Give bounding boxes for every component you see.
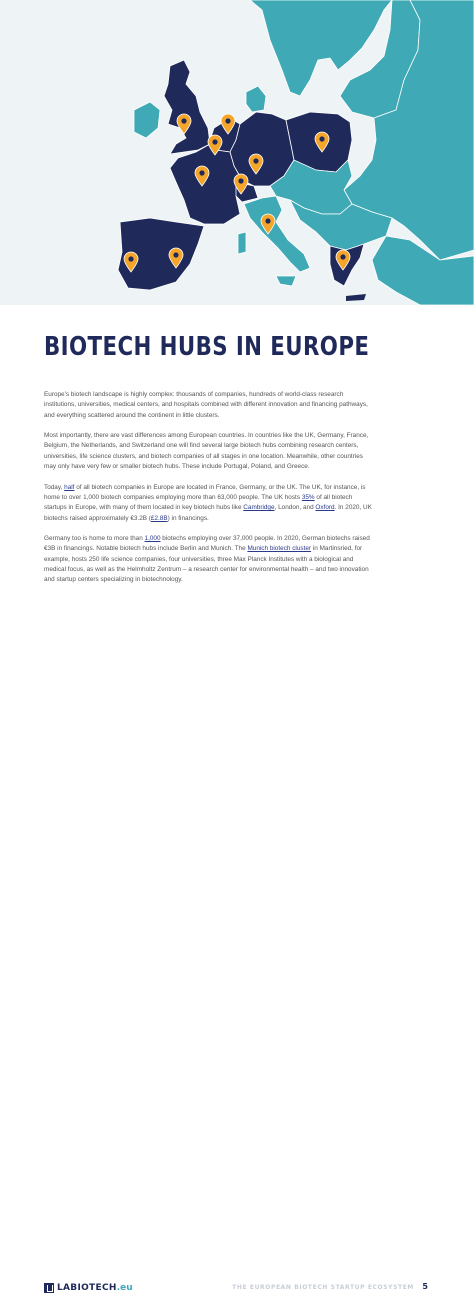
paragraph-text: Today, [44,483,65,491]
labiotech-logo-icon [44,1283,54,1293]
paragraph-text: Europe's biotech landscape is highly complex: thousands of companies, hundreds of world-class research institutions, universities, medical centers, and hospitals combined with different innovation and financing pathways, and everything scattered around the continent in little clusters. [44,391,368,419]
inline-link[interactable]: 1,000 [144,535,161,543]
page-title: BIOTECH HUBS IN EUROPE [44,332,370,362]
body-paragraph [44,534,374,585]
inline-link[interactable]: Oxford [315,504,335,512]
paragraph-text: . In 2020, UK biotechs raised approximately €3.2B ( [44,504,372,522]
page-number: 5 [422,1282,428,1291]
logo-text: LABIOTECH [57,1283,117,1293]
body-paragraph [44,431,374,472]
inline-link[interactable]: 35% [301,493,315,501]
paragraph-text: biotechs employing over 37,000 people. In 2020, German biotechs raised €3B in financings. Notable biotech hubs include Berlin and Munich. The [44,535,370,553]
inline-link[interactable]: half [64,483,75,491]
paragraph-text: in Martinsried, for example, hosts 250 life science companies, four universities, three Max Planck Institutes with a biological and medical focus, as well as the Helmholtz Zentrum – a research center for environmental health – and two innovation and startup centers specializing in biotechnology. [44,545,369,584]
footer [0,636,474,1293]
paragraph-text: of all biotech companies in Europe are located in France, Germany, or the UK. The UK, for instance, is home to over 1,000 biotech companies employing more than 63,000 people. The UK hosts [44,483,366,501]
paragraph-text: Germany too is home to more than [44,535,145,543]
paragraph-text: ) in financings. [167,514,209,522]
publication-title: THE EUROPEAN BIOTECH STARTUP ECOSYSTEM [232,1284,414,1291]
body-paragraph [44,483,374,524]
europe-map [0,0,474,305]
body-paragraph [44,390,374,421]
sardinia [238,232,246,254]
paragraph-text: Most importantly, there are vast differences among European countries. In countries like the UK, Germany, France, Belgium, the Netherlands, and Switzerland one will find several large biotech hubs combining research centers, universities, life science clusters, and biotech companies of all stages in one location. Meanwhile, other countries may only have very few or smaller biotech hubs. These include Portugal, Poland, and Greece. [44,432,369,471]
inline-link[interactable]: £2.8B [150,514,168,522]
labiotech-logo[interactable] [44,1281,133,1295]
inline-link[interactable]: Munich biotech cluster [247,545,312,553]
inline-link[interactable]: Cambridge [243,504,275,512]
logo-suffix: .eu [116,1283,133,1293]
paragraph-text: of all biotech startups in Europe, with many of them located in key biotech hubs like [44,493,353,512]
article-body [44,390,374,596]
paragraph-text: , London, and [274,504,316,512]
